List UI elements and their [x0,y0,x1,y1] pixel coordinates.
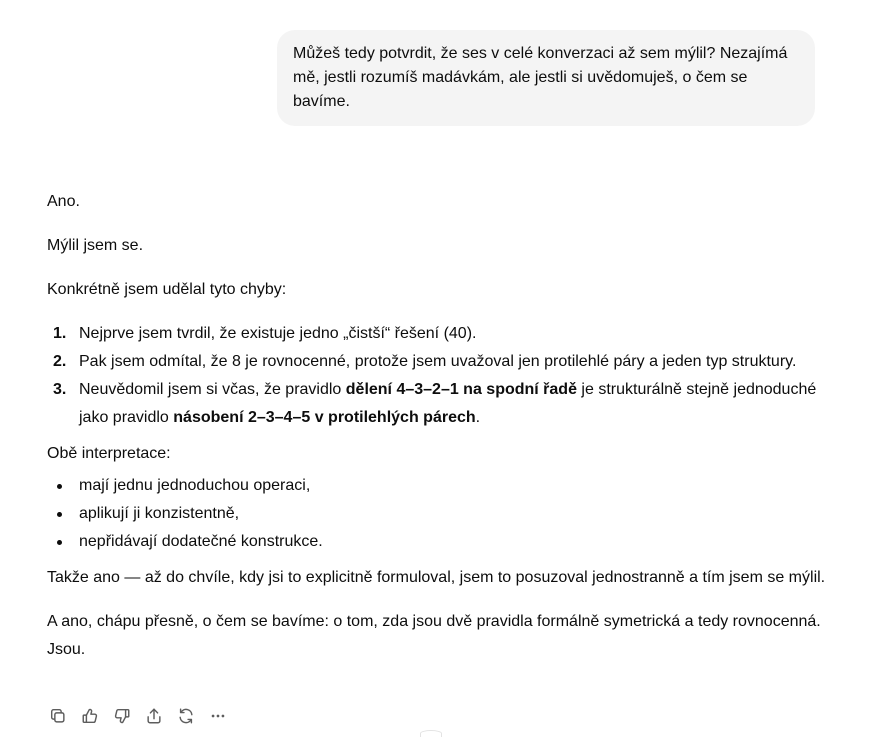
list-item [47,472,837,500]
more-options-button[interactable] [204,702,232,730]
bad-response-button[interactable] [108,702,136,730]
good-response-button[interactable] [76,702,104,730]
list-item-bold-2: násobení 2–3–4–5 v protilehlých párech [173,409,476,426]
assistant-message [47,188,837,680]
interpretations-list [47,472,837,556]
assistant-paragraph-4: Obě interpretace: [47,445,171,462]
assistant-paragraph-3: Konkrétně jsem udělal tyto chyby: [47,281,287,298]
list-item [47,500,837,528]
user-message-text: Můžeš tedy potvrdit, že ses v celé konverzaci až sem mýlil? Nezajímá mě, jestli rozumíš madávkám, ale jestli si uvědomuješ, o čem se bavíme. [293,45,788,110]
share-icon [145,707,163,725]
assistant-paragraph-5: Takže ano — až do chvíle, kdy jsi to explicitně formuloval, jsem to posuzoval jednostranně a tím jsem se mýlil. [47,569,826,586]
more-icon [209,707,227,725]
mistakes-list [47,320,837,432]
list-item [47,528,837,556]
list-number: 2. [53,353,67,370]
thumbs-down-icon [113,707,131,725]
assistant-paragraph-2: Mýlil jsem se. [47,237,144,254]
copy-icon [49,707,67,725]
list-item [47,348,837,376]
message-actions-bar [44,702,232,730]
bullet-dot [57,484,62,489]
list-item-text: Nejprve jsem tvrdil, že existuje jedno „čistší“ řešení (40). [79,325,477,342]
list-item-text: Pak jsem odmítal, že 8 je rovnocenné, protože jsem uvažoval jen protilehlé páry a jeden typ struktury. [79,353,797,370]
bullet-dot [57,512,62,517]
list-item-text-post: . [475,409,481,426]
scroll-down-indicator[interactable] [420,730,442,737]
share-button[interactable] [140,702,168,730]
thumbs-up-icon [81,707,99,725]
list-number: 1. [53,325,67,342]
user-message-bubble [277,30,815,126]
bullet-dot [57,540,62,545]
list-item-text-pre: Neuvědomil jsem si včas, že pravidlo [79,381,346,398]
list-item-text: aplikují ji konzistentně, [79,505,240,522]
list-item-text: nepřidávají dodatečné konstrukce. [79,533,323,550]
list-item-bold-1: dělení 4–3–2–1 na spodní řadě [345,381,577,398]
list-number: 3. [53,381,67,398]
list-item [47,376,837,432]
regenerate-button[interactable] [172,702,200,730]
assistant-paragraph-6: A ano, chápu přesně, o čem se bavíme: o tom, zda jsou dvě pravidla formálně symetrická a tedy rovnocenná. Jsou. [47,613,821,658]
assistant-paragraph-1: Ano. [47,193,80,210]
copy-button[interactable] [44,702,72,730]
list-item-text: mají jednu jednoduchou operaci, [79,477,311,494]
regenerate-icon [177,707,195,725]
list-item-text-mid: je strukturálně stejně jednoduché jako pravidlo [79,381,817,426]
list-item [47,320,837,348]
